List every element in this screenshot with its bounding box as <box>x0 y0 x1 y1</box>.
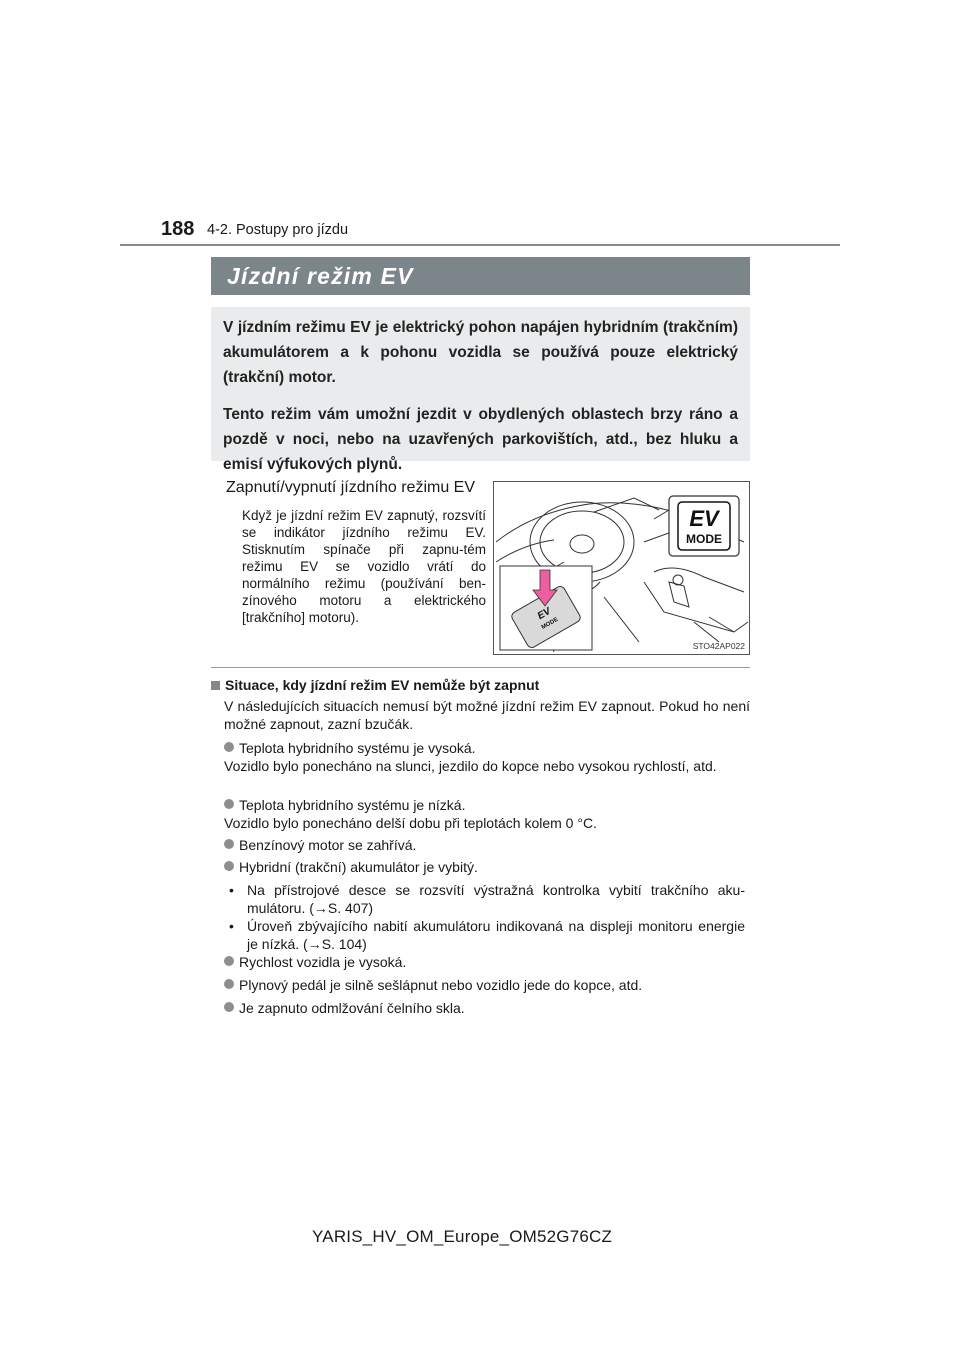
switch-description: Když je jízdní režim EV zapnutý, rozsvítí se indikátor jízdního režimu EV. Stisknutím spínače při zapnu-tém režimu EV se vozidlo vrátí do normálního režimu (používání ben-zínového motoru a elektrického [trakčního] motoru). <box>242 508 486 625</box>
sub-list-item <box>229 881 745 917</box>
situations-heading-text: Situace, kdy jízdní režim EV nemůže být zapnut <box>225 677 540 693</box>
list-item-text: Hybridní (trakční) akumulátor je vybitý. <box>239 859 478 875</box>
list-item-text: Plynový pedál je silně sešlápnut nebo vozidlo jede do kopce, atd. <box>239 977 643 993</box>
bullet-icon <box>224 799 234 809</box>
list-item-text: Je zapnuto odmlžování čelního skla. <box>239 1000 465 1016</box>
list-item <box>224 999 750 1017</box>
list-item <box>224 739 750 775</box>
intro-box <box>211 307 750 473</box>
title-bar <box>211 257 750 295</box>
list-item-text: Teplota hybridního systému je vysoká. <box>239 740 476 756</box>
page-title: Jízdní režim EV <box>227 263 414 289</box>
bullet-icon <box>224 956 234 966</box>
list-item <box>224 836 750 854</box>
list-item-text: Rychlost vozidla je vysoká. <box>239 954 407 970</box>
sub-bullet-marker: • <box>229 918 234 934</box>
intro-paragraph-2: Tento režim vám umožní jezdit v obydlených oblastech brzy ráno a pozdě v noci, nebo na uzavřených parkovištích, atd., bez hluku a emisí výfukových plynů. <box>223 406 738 473</box>
sub-bullet-marker: • <box>229 882 234 898</box>
situations-heading <box>211 677 539 693</box>
mode-indicator-text: MODE <box>686 532 722 546</box>
square-bullet-icon <box>211 681 220 690</box>
list-item <box>224 796 750 832</box>
page-number: 188 <box>161 218 195 240</box>
list-item <box>224 858 750 876</box>
intro-paragraph-1: V jízdním režimu EV je elektrický pohon napájen hybridním (trakčním) akumulátorem a k pohonu vozidla se používá pouze elektrický (trakční) motor. <box>223 319 738 386</box>
list-item <box>224 953 750 971</box>
ev-mode-illustration <box>493 481 750 655</box>
list-item-detail: Vozidlo bylo ponecháno delší dobu při teplotách kolem 0 °C. <box>224 815 597 831</box>
bullet-icon <box>224 839 234 849</box>
section-label: 4-2. Postupy pro jízdu <box>207 222 349 238</box>
sub-list-item-text: Na přístrojové desce se rozsvítí výstražná kontrolka vybití trakčního aku-mulátoru. (→S. 407) <box>247 882 745 916</box>
bullet-icon <box>224 1002 234 1012</box>
footer-document-id: YARIS_HV_OM_Europe_OM52G76CZ <box>312 1227 613 1246</box>
section-divider <box>211 667 750 668</box>
ev-indicator-text: EV <box>689 506 719 531</box>
sub-list-item <box>229 917 745 953</box>
situations-intro: V následujících situacích nemusí být možné jízdní režim EV zapnout. Pokud ho není možné zapnout, zazní bzučák. <box>224 698 750 732</box>
header-rule <box>120 244 840 246</box>
switch-ev-text: EV <box>535 605 553 623</box>
switch-heading: Zapnutí/vypnutí jízdního režimu EV <box>226 479 476 496</box>
illustration-code: STO42AP022 <box>692 641 745 651</box>
bullet-icon <box>224 742 234 752</box>
bullet-icon <box>224 861 234 871</box>
bullet-icon <box>224 979 234 989</box>
list-item-text: Benzínový motor se zahřívá. <box>239 837 417 853</box>
list-item <box>224 976 750 994</box>
list-item-text: Teplota hybridního systému je nízká. <box>239 797 466 813</box>
list-item-detail: Vozidlo bylo ponecháno na slunci, jezdilo do kopce nebo vysokou rychlostí, atd. <box>224 758 717 774</box>
sub-list-item-text: Úroveň zbývajícího nabití akumulátoru indikovaná na displeji monitoru energie je nízká. (→S. 104) <box>247 918 745 952</box>
switch-mode-text: MODE <box>540 616 560 632</box>
dashboard-drawing <box>494 482 749 654</box>
